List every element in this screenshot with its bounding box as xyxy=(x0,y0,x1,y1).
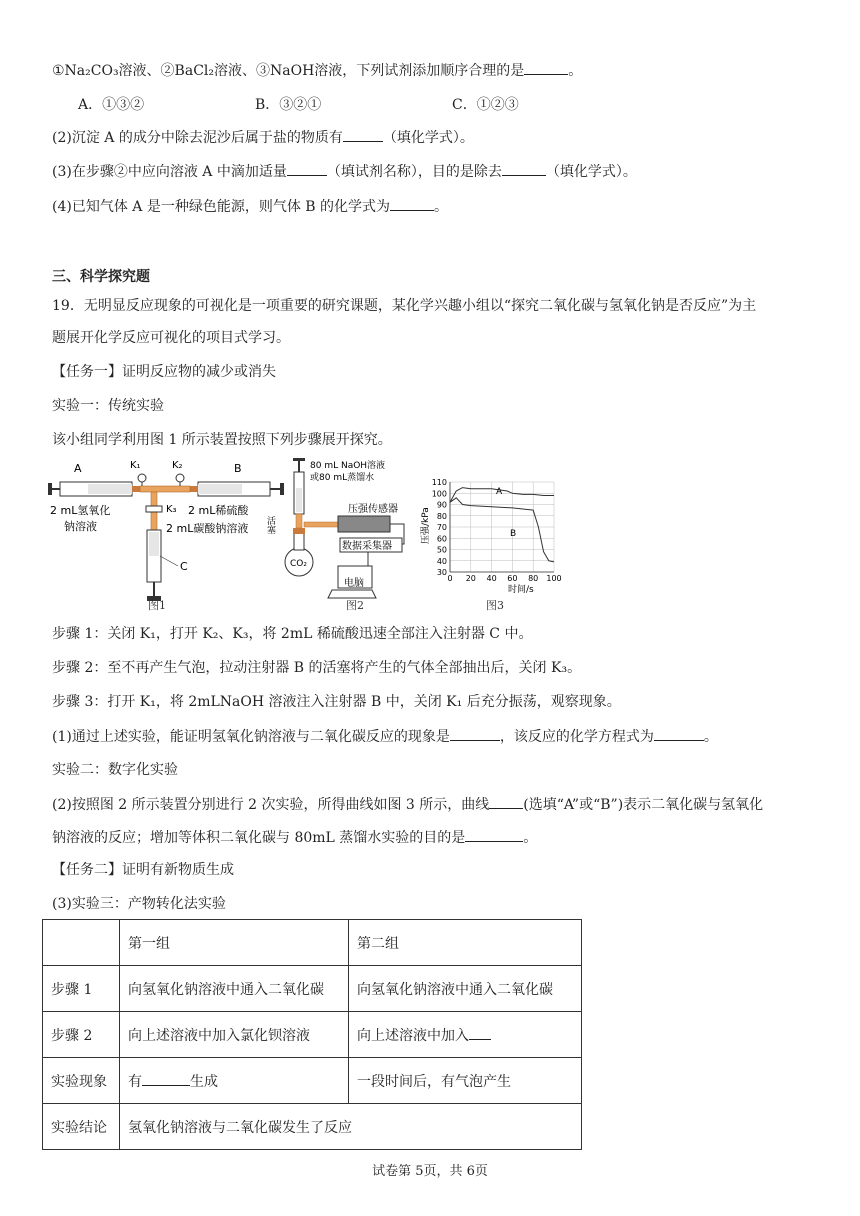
y-tick-label: 90 xyxy=(436,500,447,510)
q18-3-line xyxy=(52,161,637,182)
task2-heading: 【任务二】证明有新物质生成 xyxy=(52,862,234,878)
q19-1-text-b: ，该反应的化学方程式为 xyxy=(499,729,654,745)
q19-1-line xyxy=(52,726,718,747)
cell-text: 有 xyxy=(128,1073,142,1090)
chart-ylabel: 压强/kPa xyxy=(421,507,431,544)
q18-3-text-a: (3)在步骤②中应向溶液 A 中滴加适量 xyxy=(52,164,287,180)
table-cell xyxy=(43,920,120,966)
table-cell: 第一组 xyxy=(120,920,349,966)
x-tick-label: 0 xyxy=(447,574,453,583)
y-tick-label: 60 xyxy=(436,534,447,544)
step-2: 步骤 2：至不再产生气泡，拉动注射器 B 的活塞将产生的气体全部抽出后，关闭 K₃。 xyxy=(52,660,582,676)
table-cell xyxy=(120,1058,349,1104)
exp3-heading: (3)实验三：产物转化法实验 xyxy=(52,896,226,912)
label-b: B xyxy=(234,462,242,475)
table-cell: 步骤 1 xyxy=(43,966,120,1012)
label-c: C xyxy=(180,560,188,573)
y-tick-label: 80 xyxy=(436,511,447,521)
left-liquid-label-2: 钠溶液 xyxy=(64,520,97,533)
answer-blank[interactable] xyxy=(654,726,704,741)
answer-blank[interactable] xyxy=(287,161,327,176)
option-c: C．①②③ xyxy=(452,97,519,113)
q18-3-text-b: （填试剂名称），目的是除去 xyxy=(326,164,502,180)
answer-blank[interactable] xyxy=(343,127,383,142)
answer-blank[interactable] xyxy=(469,1025,491,1040)
x-tick-label: 80 xyxy=(528,574,539,583)
experiment-table xyxy=(42,919,582,1150)
syringe-label-1: 80 mL NaOH溶液 xyxy=(310,461,386,471)
answer-blank[interactable] xyxy=(142,1071,190,1086)
answer-blank[interactable] xyxy=(489,794,523,809)
series-line-b xyxy=(450,498,554,562)
q18-2-line xyxy=(52,127,474,148)
table-cell xyxy=(349,1012,582,1058)
figure-3-caption: 图3 xyxy=(486,599,504,612)
table-cell: 氢氧化钠溶液与二氧化碳发生了反应 xyxy=(120,1104,582,1150)
table-cell: 实验结论 xyxy=(43,1104,120,1150)
x-tick-label: 40 xyxy=(486,574,497,583)
exp1-desc: 该小组同学利用图 1 所示装置按照下列步骤展开探究。 xyxy=(52,432,392,448)
exp1-heading: 实验一：传统实验 xyxy=(52,398,164,414)
syringe-label-2: 或80 mL蒸馏水 xyxy=(310,473,375,483)
option-a: A．①③② xyxy=(78,97,145,113)
q19-2-line xyxy=(52,794,763,815)
q18-reagents-line xyxy=(52,60,582,81)
x-tick-label: 20 xyxy=(465,574,476,583)
syringe-a-liquid xyxy=(88,484,132,494)
y-tick-label: 70 xyxy=(436,523,447,532)
left-liquid-label-1: 2 mL氢氧化 xyxy=(50,504,111,517)
table-row xyxy=(43,1104,582,1150)
q18-4-line xyxy=(52,196,448,217)
computer-label: 电脑 xyxy=(344,578,364,589)
q19-intro-2: 题展开化学反应可视化的项目式学习。 xyxy=(52,330,290,346)
task1-heading: 【任务一】证明反应物的减少或消失 xyxy=(52,364,276,380)
page-footer: 试卷第 5页，共 6页 xyxy=(372,1164,488,1179)
q18-3-text-c: （填化学式）。 xyxy=(545,164,637,180)
label-k3: K₃ xyxy=(166,504,177,515)
period: 。 xyxy=(434,199,449,215)
x-tick-label: 60 xyxy=(507,574,518,583)
right-liquid-label: 2 mL稀硫酸 xyxy=(188,504,249,517)
pressure-sensor xyxy=(338,516,390,532)
answer-blank[interactable] xyxy=(524,60,568,75)
answer-blank[interactable] xyxy=(465,827,523,842)
answer-blank[interactable] xyxy=(450,726,500,741)
q18-4-text: (4)已知气体 A 是一种绿色能源，则气体 B 的化学式为 xyxy=(52,199,391,215)
curve-a-label: A xyxy=(496,487,503,497)
section-title: 三、科学探究题 xyxy=(52,269,150,285)
table-cell: 向氢氧化钠溶液中通入二氧化碳 xyxy=(120,966,349,1012)
table-cell: 实验现象 xyxy=(43,1058,120,1104)
q19-2-line-2 xyxy=(52,827,537,848)
collector-label: 数据采集器 xyxy=(342,541,392,552)
label-a: A xyxy=(74,462,82,475)
period: 。 xyxy=(523,830,538,846)
period: 。 xyxy=(703,729,718,745)
answer-blank[interactable] xyxy=(390,196,434,211)
q19-1-text-a: (1)通过上述实验，能证明氢氧化钠溶液与二氧化碳反应的现象是 xyxy=(52,729,450,745)
table-cell: 向氢氧化钠溶液中通入二氧化碳 xyxy=(349,966,582,1012)
q18-2-end: （填化学式）。 xyxy=(382,130,474,146)
step-3: 步骤 3：打开 K₁，将 2mLNaOH 溶液注入注射器 B 中，关闭 K₁ 后充分振荡，观察现象。 xyxy=(52,694,621,710)
figure-3-chart xyxy=(418,476,562,596)
option-b: B．③②① xyxy=(255,97,322,113)
curve-b-label: B xyxy=(510,529,517,539)
exp2-heading: 实验二：数字化实验 xyxy=(52,762,178,778)
period: 。 xyxy=(568,63,583,79)
valve-label: 活塞 xyxy=(265,516,275,534)
cell-text-suffix: 生成 xyxy=(190,1073,218,1090)
table-cell: 一段时间后，有气泡产生 xyxy=(349,1058,582,1104)
y-tick-label: 100 xyxy=(431,489,447,499)
y-tick-label: 40 xyxy=(436,556,447,566)
sensor-label: 压强传感器 xyxy=(348,504,398,515)
q18-reagents-text: ①Na₂CO₃溶液、②BaCl₂溶液、③NaOH溶液，下列试剂添加顺序合理的是 xyxy=(52,63,525,79)
table-cell: 第二组 xyxy=(349,920,582,966)
figure-2-apparatus xyxy=(265,458,428,608)
q18-2-text: (2)沉淀 A 的成分中除去泥沙后属于盐的物质有 xyxy=(52,130,343,146)
table-row xyxy=(43,1058,582,1104)
figure-1-caption: 图1 xyxy=(148,599,166,612)
cell-text: 向上述溶液中加入 xyxy=(357,1027,469,1044)
flask-label: CO₂ xyxy=(290,559,307,569)
table-row xyxy=(43,1012,582,1058)
y-tick-label: 30 xyxy=(436,568,447,577)
table-cell: 向上述溶液中加入氯化钡溶液 xyxy=(120,1012,349,1058)
y-tick-label: 110 xyxy=(431,478,447,487)
q19-intro-1: 19．无明显反应现象的可视化是一项重要的研究课题，某化学兴趣小组以“探究二氧化碳与氢氧化钠是否反应”为主 xyxy=(52,298,757,314)
label-k1: K₁ xyxy=(130,460,141,471)
y-tick-label: 50 xyxy=(436,545,447,555)
chart-xlabel: 时间/s xyxy=(508,585,534,595)
figure-2-caption: 图2 xyxy=(346,599,364,612)
label-k2: K₂ xyxy=(172,460,183,471)
table-cell: 步骤 2 xyxy=(43,1012,120,1058)
figure-1-apparatus xyxy=(48,458,288,614)
table-row xyxy=(43,966,582,1012)
chart-lines xyxy=(450,488,554,562)
bottom-liquid-label: 2 mL碳酸钠溶液 xyxy=(166,522,249,535)
q19-2-text-c: 钠溶液的反应；增加等体积二氧化碳与 80mL 蒸馏水实验的目的是 xyxy=(52,830,466,846)
x-tick-label: 100 xyxy=(546,574,562,583)
table-row xyxy=(43,920,582,966)
step-1: 步骤 1：关闭 K₁，打开 K₂、K₃，将 2mL 稀硫酸迅速全部注入注射器 C 中。 xyxy=(52,626,533,642)
q19-2-text-a: (2)按照图 2 所示装置分别进行 2 次实验，所得曲线如图 3 所示，曲线 xyxy=(52,797,490,813)
answer-blank[interactable] xyxy=(502,161,546,176)
q19-2-text-b: (选填“A”或“B”)表示二氧化碳与氢氧化 xyxy=(523,797,764,813)
